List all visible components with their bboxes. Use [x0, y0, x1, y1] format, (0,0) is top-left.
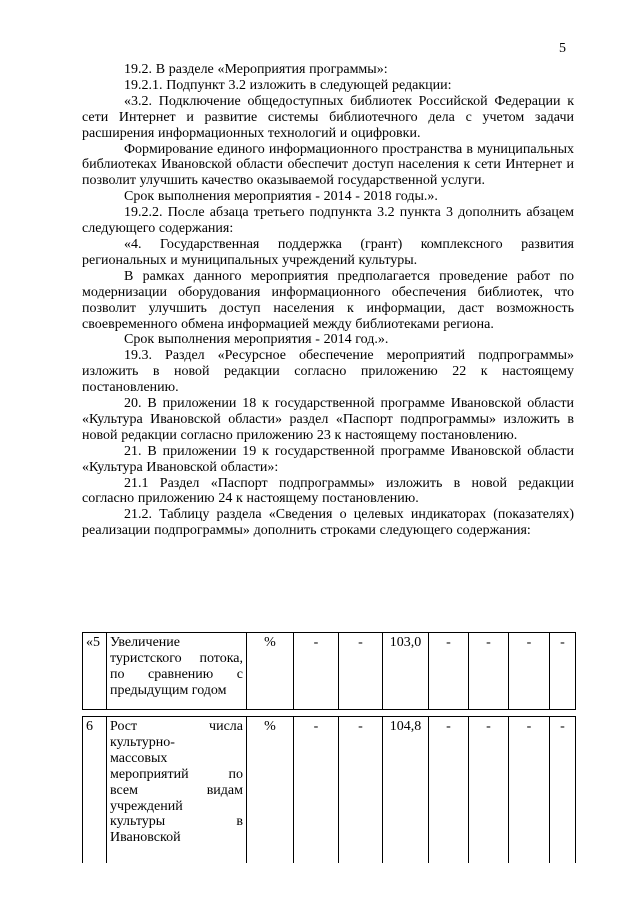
value-cell: -: [339, 633, 383, 710]
paragraph: 20. В приложении 18 к государственной программе Ивановской области «Культура Ивановской области» раздел «Паспорт подпрограммы» изложить в новой редакции согласно приложению 23 к настоящему постановлению.: [82, 396, 574, 443]
indicators-table: [82, 632, 576, 863]
paragraph: Срок выполнения мероприятия - 2014 год.».: [124, 332, 389, 348]
description-line: Рост числа: [110, 719, 243, 734]
paragraph: 19.3. Раздел «Ресурсное обеспечение мероприятий подпрограммы» изложить в новой редакции согласно приложению 22 к настоящему постановлению.: [82, 348, 574, 396]
paragraph: В рамках данного мероприятия предполагается проведение работ по модернизации оборудования информационного обеспечения библиотек, что позволит улучшить доступ населения к информации, даст возможность своевременного обмена информацией между библиотеками региона.: [82, 268, 574, 332]
indicator-description: [107, 633, 247, 710]
description-line: по сравнению с: [110, 666, 243, 682]
paragraph: «4. Государственная поддержка (грант) комплексного развития региональных и муниципальных учреждений культуры.: [82, 236, 574, 268]
value-cell: -: [429, 633, 469, 710]
description-line: массовых: [110, 750, 168, 766]
value-cell: -: [469, 717, 509, 864]
value-cell: -: [550, 717, 576, 864]
paragraph: 19.2.2. После абзаца третьего подпункта 3.2 пункта 3 дополнить абзацем следующего содержания:: [82, 205, 574, 237]
paragraph: 21.2. Таблицу раздела «Сведения о целевых индикаторах (показателях) реализации подпрограммы» дополнить строками следующего содержания:: [82, 507, 574, 539]
paragraph: 19.2. В разделе «Мероприятия программы»:: [124, 62, 388, 77]
row-number: 6: [83, 717, 107, 864]
paragraph: Формирование единого информационного пространства в муниципальных библиотеках Ивановской области обеспечит доступ населения к сети Интернет и позволит улучшить качество оказываемой государственной услуги.: [82, 141, 574, 189]
table-gap: [83, 710, 576, 717]
paragraph: 21.1 Раздел «Паспорт подпрограммы» изложить в новой редакции согласно приложению 24 к настоящему постановлению.: [82, 475, 574, 507]
document-body: [82, 62, 574, 539]
description-line: всем видам: [110, 782, 243, 798]
value-cell: 104,8: [383, 717, 429, 864]
paragraph: 21. В приложении 19 к государственной программе Ивановской области «Культура Ивановской области»:: [82, 443, 574, 475]
description-line: туристского потока,: [110, 650, 243, 666]
value-cell: -: [509, 717, 550, 864]
table-row: [83, 633, 576, 710]
description-line: предыдущим годом: [110, 682, 227, 698]
paragraph: 19.2.1. Подпункт 3.2 изложить в следующей редакции:: [124, 77, 452, 93]
value-cell: -: [429, 717, 469, 864]
paragraph: «3.2. Подключение общедоступных библиотек Российской Федерации к сети Интернет и развитие системы библиотечного дела с учетом задачи расширения информационных технологий и оцифровки.: [82, 93, 574, 141]
value-cell: -: [339, 717, 383, 864]
description-line: Ивановской: [110, 830, 181, 846]
value-cell: -: [294, 633, 339, 710]
unit-cell: %: [247, 633, 294, 710]
paragraph: Срок выполнения мероприятия - 2014 - 2018 годы.».: [124, 189, 438, 205]
unit-cell: %: [247, 717, 294, 864]
value-cell: -: [469, 633, 509, 710]
value-cell: -: [550, 633, 576, 710]
indicator-description: [107, 717, 247, 864]
page-number: 5: [559, 41, 566, 56]
table-row: [83, 717, 576, 864]
value-cell: -: [509, 633, 550, 710]
row-number: «5: [83, 633, 107, 710]
description-line: учреждений: [110, 798, 183, 814]
value-cell: 103,0: [383, 633, 429, 710]
description-line: Увеличение: [110, 635, 181, 650]
description-line: культуры в: [110, 814, 243, 830]
description-line: культурно-: [110, 734, 175, 750]
description-line: мероприятий по: [110, 766, 243, 782]
value-cell: -: [294, 717, 339, 864]
